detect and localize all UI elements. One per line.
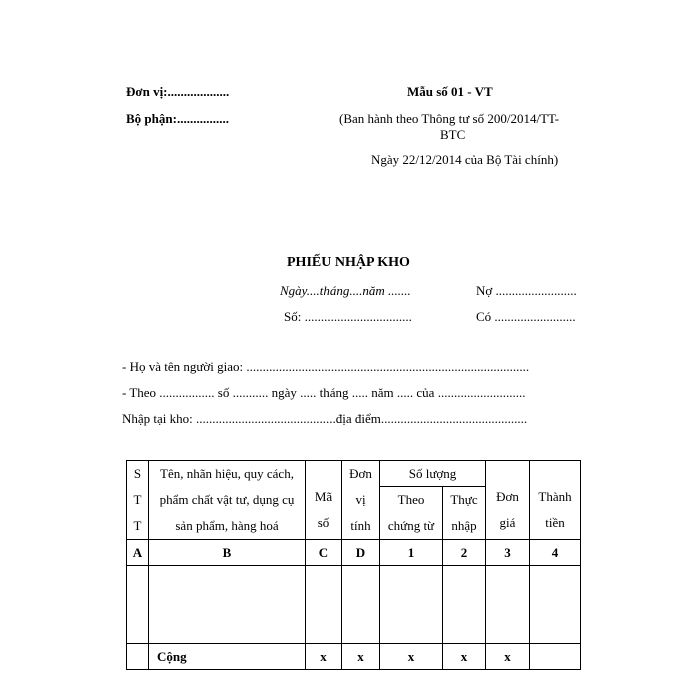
total-amount-cell[interactable] <box>530 644 581 670</box>
total-label: Cộng <box>149 644 306 670</box>
department-field: Bộ phận:................ <box>126 111 229 126</box>
index-cell: C <box>306 540 342 566</box>
total-mark: x <box>486 644 530 670</box>
col-header-quantity: Số lượng <box>380 461 486 487</box>
col-header-unit: Đơn vị tính <box>342 461 380 540</box>
deliverer-name-field: - Họ và tên người giao: ....................................................................................... <box>122 359 530 374</box>
index-cell: 2 <box>443 540 486 566</box>
table-cell[interactable] <box>127 566 149 644</box>
table-cell[interactable] <box>306 566 342 644</box>
table-cell[interactable] <box>443 566 486 644</box>
index-cell: 1 <box>380 540 443 566</box>
issued-by-line-2: BTC <box>440 127 466 142</box>
col-header-amount: Thành tiền <box>530 461 581 540</box>
index-cell: A <box>127 540 149 566</box>
index-cell: B <box>149 540 306 566</box>
date-line: Ngày....tháng....năm ....... <box>280 283 411 298</box>
issued-by-line-1: (Ban hành theo Thông tư số 200/2014/TT- <box>339 111 560 126</box>
form-number: Mẫu số 01 - VT <box>407 84 493 99</box>
col-header-item-name: Tên, nhãn hiệu, quy cách, phẩm chất vật tư, dụng cụ sản phẩm, hàng hoá <box>149 461 306 540</box>
empty-item-row <box>127 566 581 644</box>
number-field: Số: ................................. <box>284 309 412 324</box>
credit-account-field: Có ......................... <box>476 309 576 324</box>
reference-document-field: - Theo ................. số ........... ngày ..... tháng ..... năm ..... của ........................... <box>122 385 526 400</box>
table-cell[interactable] <box>380 566 443 644</box>
table-cell[interactable] <box>342 566 380 644</box>
table-cell[interactable] <box>486 566 530 644</box>
warehouse-location-field: Nhập tại kho: ...........................................địa điểm............................................. <box>122 411 528 426</box>
index-cell: 3 <box>486 540 530 566</box>
index-cell: D <box>342 540 380 566</box>
total-mark: x <box>342 644 380 670</box>
document-title: PHIẾU NHẬP KHO <box>287 255 410 270</box>
col-header-unit-price: Đơn giá <box>486 461 530 540</box>
total-row <box>127 644 581 670</box>
debit-account-field: Nợ ......................... <box>476 283 577 298</box>
col-header-qty-actual: Thực nhập <box>443 487 486 540</box>
index-cell: 4 <box>530 540 581 566</box>
col-header-stt: S T T <box>127 461 149 540</box>
unit-field: Đơn vị:................... <box>126 84 230 99</box>
column-index-row <box>127 540 581 566</box>
col-header-code: Mã số <box>306 461 342 540</box>
issued-by-line-3: Ngày 22/12/2014 của Bộ Tài chính) <box>371 152 559 167</box>
goods-receipt-table <box>126 460 581 670</box>
col-header-qty-per-document: Theo chứng từ <box>380 487 443 540</box>
total-mark: x <box>443 644 486 670</box>
table-cell[interactable] <box>149 566 306 644</box>
total-mark: x <box>380 644 443 670</box>
table-cell[interactable] <box>530 566 581 644</box>
table-cell <box>127 644 149 670</box>
total-mark: x <box>306 644 342 670</box>
